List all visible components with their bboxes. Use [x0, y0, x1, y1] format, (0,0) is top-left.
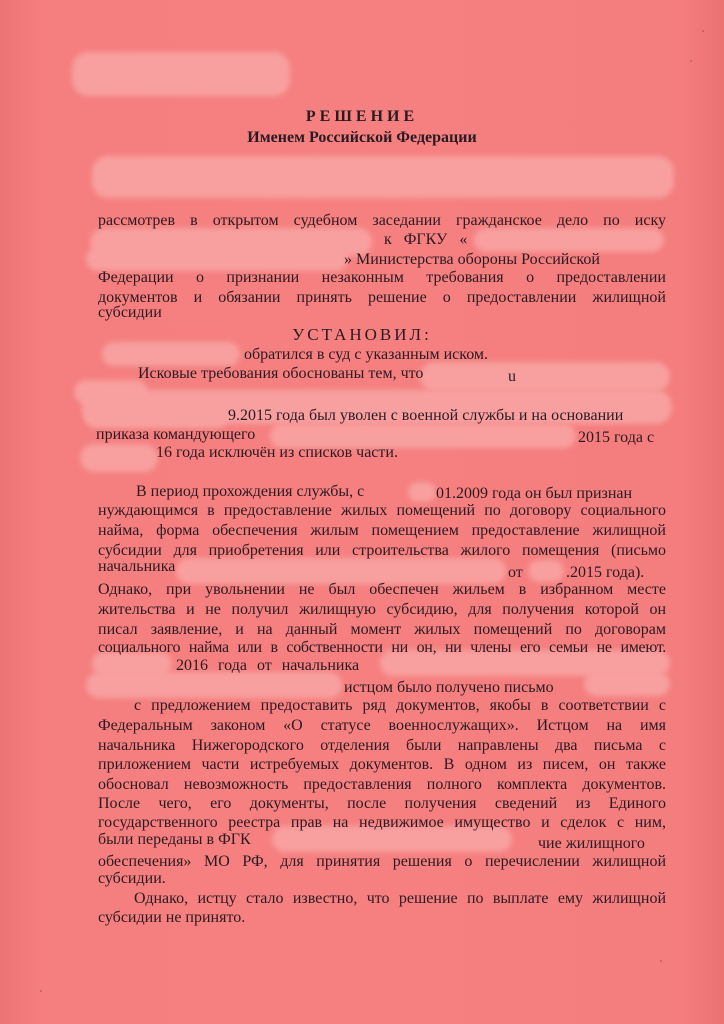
p5-line-11: обеспечения» МО РФ, для принятия решения о перечислении жилищной: [98, 853, 666, 870]
redaction-letter-3: [584, 672, 670, 696]
redaction-date-3: [408, 482, 436, 502]
intro-line-4: Федерации о признании незаконным требования о предоставлении: [98, 269, 666, 286]
p4-line-8: писал заявление, и на данный момент жилых помещений по договорам: [98, 621, 666, 638]
document-title: РЕШЕНИЕ: [305, 108, 419, 125]
intro-line-5: документов и обязании принять решение о предоставлении жилищной: [98, 289, 666, 306]
section-title: УСТАНОВИЛ:: [292, 325, 432, 344]
scan-speck: [690, 60, 692, 62]
p5-line-7: обосновал невозможность предоставления полного комплекта документов.: [98, 776, 666, 793]
p4-line-5c: .2015 года).: [566, 564, 645, 581]
p5-line-8: После чего, его документы, после получения сведений из Единого: [98, 795, 666, 812]
p3-line-2: приказа командующего: [96, 426, 256, 443]
p5-line-3: с предложением предоставить ряд документов, якобы в соответствии с: [134, 697, 666, 714]
scan-speck: [702, 30, 704, 32]
intro-line-3: » Министерства обороны Российской: [344, 251, 600, 268]
p4-line-6: Однако, при увольнении не был обеспечен жильем в избранном месте: [98, 581, 666, 598]
p5-line-6: приложением части истребуемых документов. В одном из писем, он также: [98, 756, 666, 773]
p5-line-9: государственного реестра прав на недвижимое имущество и сделок с ним,: [98, 814, 666, 831]
redaction-name-1: [102, 342, 240, 366]
p4-line-1a: В период прохождения службы, с: [136, 483, 365, 500]
p6-line-1: Однако, истцу стало известно, что решение по выплате ему жилищной: [134, 890, 666, 907]
p5-line-12: субсидии.: [98, 870, 166, 887]
p2-line-2: u: [508, 368, 516, 385]
redaction-plaintiff-2: [474, 228, 664, 252]
p5-line-10b: чие жилищного: [538, 835, 645, 852]
document-subtitle: Именем Российской Федерации: [247, 129, 477, 146]
p6-line-2: субсидии не принято.: [98, 909, 246, 926]
redaction-date-2: [80, 444, 158, 472]
redaction-chief-2: [86, 672, 342, 698]
p4-line-5b: от: [508, 564, 523, 581]
p1-line-1: обратился в суд с указанным иском.: [244, 346, 489, 363]
redaction-letter-2: [528, 560, 564, 582]
p4-line-1b: 01.2009 года он был признан: [436, 485, 633, 502]
p4-line-3: найма, форма обеспечения жилым помещением предоставление жилищной: [98, 522, 666, 539]
redaction-header: [72, 52, 290, 96]
intro-line-6: субсидии: [98, 304, 162, 321]
p4-line-4: субсидии для приобретения или строительства жилого помещения (письмо: [98, 542, 666, 559]
p4-line-5a: начальника: [98, 558, 176, 575]
scan-speck: [660, 960, 662, 962]
p2-line-1: Исковые требования обоснованы тем, что: [138, 365, 424, 382]
p4-line-9: социального найма или в собственности ни он, ни члены его семьи не имеют.: [98, 639, 666, 656]
scan-speck: [40, 990, 42, 992]
p5-line-1: 2016 года от начальника: [176, 657, 360, 674]
intro-line-1: рассмотрев в открытом судебном заседании гражданское дело по иску: [98, 212, 666, 229]
intro-line-2: к ФГКУ «: [384, 231, 468, 248]
redaction-details-1: [420, 362, 670, 392]
redaction-court-info: [92, 156, 674, 198]
p4-line-2: нуждающимся в предоставление жилых помещений по договору социального: [98, 502, 666, 519]
p3-line-4: 16 года исключён из списков части.: [156, 444, 398, 461]
p4-line-7: жительства и не получил жилищную субсидию, для получения которой он: [98, 601, 666, 618]
p3-line-3: 2015 года с: [578, 429, 655, 446]
p5-line-5: начальника Нижегородского отделения были направлены два письма с: [98, 737, 666, 754]
p5-line-2: истцом было получено письмо: [344, 679, 554, 696]
p5-line-4: Федеральным законом «О статусе военнослужащих». Истцом на имя: [98, 717, 666, 734]
p3-line-1: 9.2015 года был уволен с военной службы и на основании: [228, 407, 624, 424]
p5-line-10a: были переданы в ФГК: [98, 831, 251, 848]
